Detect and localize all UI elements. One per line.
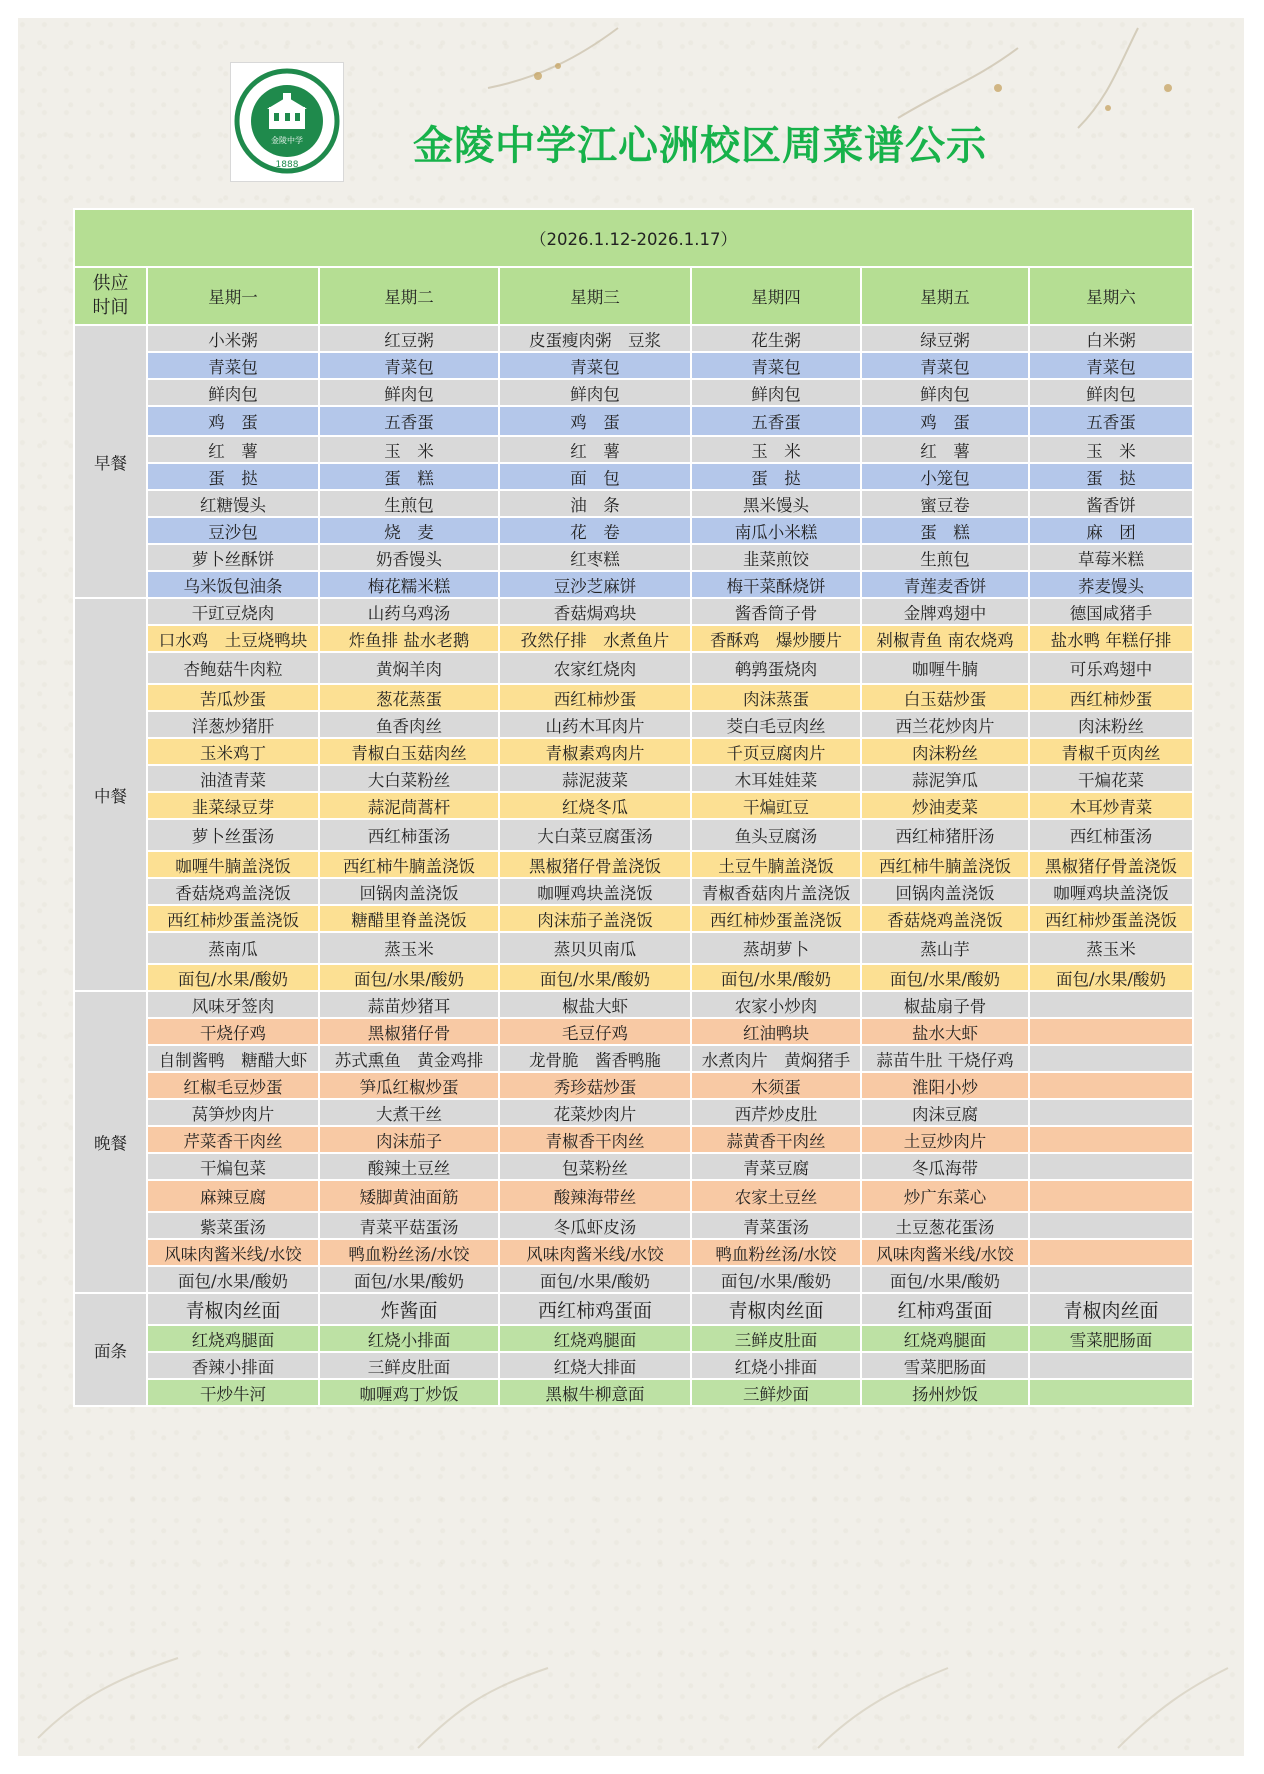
dish-cell: 干煸包菜 <box>147 1153 319 1180</box>
dish-cell: 鸡 蛋 <box>861 406 1029 436</box>
dish-cell: 紫菜蛋汤 <box>147 1212 319 1239</box>
menu-row <box>74 1072 1193 1099</box>
dish-cell: 生煎包 <box>319 490 499 517</box>
dish-cell: 青莲麦香饼 <box>861 571 1029 598</box>
dish-cell: 萝卜丝酥饼 <box>147 544 319 571</box>
dish-cell: 肉沫粉丝 <box>1029 711 1193 738</box>
dish-cell: 烧 麦 <box>319 517 499 544</box>
dish-cell: 三鲜皮肚面 <box>319 1352 499 1379</box>
dish-cell: 萝卜丝蛋汤 <box>147 819 319 851</box>
dish-cell: 炸酱面 <box>319 1293 499 1325</box>
dish-cell: 蒸山芋 <box>861 932 1029 964</box>
dish-cell: 洋葱炒猪肝 <box>147 711 319 738</box>
dish-cell <box>1029 1045 1193 1072</box>
dish-cell: 五香蛋 <box>319 406 499 436</box>
day-header: 星期五 <box>861 267 1029 325</box>
dish-cell: 鸭血粉丝汤/水饺 <box>319 1239 499 1266</box>
menu-row <box>74 1180 1193 1212</box>
dish-cell: 红烧小排面 <box>691 1352 861 1379</box>
dish-cell: 面包/水果/酸奶 <box>319 964 499 991</box>
menu-row <box>74 991 1193 1018</box>
dish-cell: 葱花蒸蛋 <box>319 684 499 711</box>
dish-cell: 酸辣土豆丝 <box>319 1153 499 1180</box>
dish-cell: 西兰花炒肉片 <box>861 711 1029 738</box>
menu-row <box>74 765 1193 792</box>
dish-cell: 西红柿炒蛋盖浇饭 <box>147 905 319 932</box>
dish-cell: 青椒肉丝面 <box>147 1293 319 1325</box>
dish-cell: 青椒香干肉丝 <box>499 1126 691 1153</box>
meal-label: 中餐 <box>74 598 147 991</box>
dish-cell: 炸鱼排 盐水老鹅 <box>319 625 499 652</box>
dish-cell: 土豆葱花蛋汤 <box>861 1212 1029 1239</box>
dish-cell: 矮脚黄油面筋 <box>319 1180 499 1212</box>
dish-cell: 椒盐大虾 <box>499 991 691 1018</box>
dish-cell: 鱼香肉丝 <box>319 711 499 738</box>
dish-cell: 鹌鹑蛋烧肉 <box>691 652 861 684</box>
dish-cell: 西红柿牛腩盖浇饭 <box>319 851 499 878</box>
dish-cell: 西红柿蛋汤 <box>319 819 499 851</box>
dish-cell: 糖醋里脊盖浇饭 <box>319 905 499 932</box>
menu-row <box>74 517 1193 544</box>
dish-cell: 酱香筒子骨 <box>691 598 861 625</box>
dish-cell: 杏鲍菇牛肉粒 <box>147 652 319 684</box>
dish-cell: 冬瓜海带 <box>861 1153 1029 1180</box>
dish-cell: 木耳炒青菜 <box>1029 792 1193 819</box>
date-range: （2026.1.12-2026.1.17） <box>74 209 1193 267</box>
dish-cell: 苦瓜炒蛋 <box>147 684 319 711</box>
menu-row <box>74 819 1193 851</box>
dish-cell <box>1029 1072 1193 1099</box>
dish-cell: 山药木耳肉片 <box>499 711 691 738</box>
dish-cell: 孜然仔排 水煮鱼片 <box>499 625 691 652</box>
menu-row <box>74 1018 1193 1045</box>
dish-cell: 可乐鸡翅中 <box>1029 652 1193 684</box>
dish-cell: 蛋 糕 <box>861 517 1029 544</box>
menu-row <box>74 932 1193 964</box>
dish-cell: 龙骨脆 酱香鸭胣 <box>499 1045 691 1072</box>
dish-cell: 香菇焗鸡块 <box>499 598 691 625</box>
menu-row <box>74 625 1193 652</box>
dish-cell: 青菜包 <box>319 352 499 379</box>
dish-cell: 冬瓜虾皮汤 <box>499 1212 691 1239</box>
dish-cell <box>1029 1126 1193 1153</box>
dish-cell: 蛋 糕 <box>319 463 499 490</box>
dish-cell: 秀珍菇炒蛋 <box>499 1072 691 1099</box>
menu-row <box>74 851 1193 878</box>
dish-cell: 红烧鸡腿面 <box>147 1325 319 1352</box>
menu-row <box>74 1153 1193 1180</box>
meal-label: 早餐 <box>74 325 147 598</box>
dish-cell: 面 包 <box>499 463 691 490</box>
school-logo <box>230 62 344 182</box>
dish-cell: 农家红烧肉 <box>499 652 691 684</box>
dish-cell: 五香蛋 <box>691 406 861 436</box>
dish-cell: 油渣青菜 <box>147 765 319 792</box>
dish-cell: 黑椒牛柳意面 <box>499 1379 691 1406</box>
dish-cell: 扬州炒饭 <box>861 1379 1029 1406</box>
dish-cell: 蒸玉米 <box>1029 932 1193 964</box>
dish-cell: 青菜豆腐 <box>691 1153 861 1180</box>
dish-cell: 芹菜香干肉丝 <box>147 1126 319 1153</box>
dish-cell: 干豇豆烧肉 <box>147 598 319 625</box>
dish-cell: 乌米饭包油条 <box>147 571 319 598</box>
dish-cell: 山药乌鸡汤 <box>319 598 499 625</box>
dish-cell: 蒜泥笋瓜 <box>861 765 1029 792</box>
menu-row <box>74 738 1193 765</box>
dish-cell: 红烧鸡腿面 <box>861 1325 1029 1352</box>
dish-cell: 玉 米 <box>691 436 861 463</box>
menu-row <box>74 1212 1193 1239</box>
dish-cell: 豆沙包 <box>147 517 319 544</box>
dish-cell: 红油鸭块 <box>691 1018 861 1045</box>
dish-cell: 青椒千页肉丝 <box>1029 738 1193 765</box>
menu-row <box>74 1045 1193 1072</box>
menu-row <box>74 711 1193 738</box>
dish-cell: 炒油麦菜 <box>861 792 1029 819</box>
dish-cell: 面包/水果/酸奶 <box>1029 964 1193 991</box>
dish-cell: 麻 团 <box>1029 517 1193 544</box>
dish-cell: 肉沫豆腐 <box>861 1099 1029 1126</box>
dish-cell: 青椒肉丝面 <box>1029 1293 1193 1325</box>
dish-cell: 黄焖羊肉 <box>319 652 499 684</box>
dish-cell: 面包/水果/酸奶 <box>147 1266 319 1293</box>
dish-cell: 五香蛋 <box>1029 406 1193 436</box>
dish-cell: 红烧冬瓜 <box>499 792 691 819</box>
dish-cell: 蛋 挞 <box>147 463 319 490</box>
dish-cell: 大白菜粉丝 <box>319 765 499 792</box>
dish-cell: 黑椒猪仔骨 <box>319 1018 499 1045</box>
dish-cell: 蛋 挞 <box>1029 463 1193 490</box>
dish-cell: 农家土豆丝 <box>691 1180 861 1212</box>
dish-cell: 西红柿炒蛋盖浇饭 <box>691 905 861 932</box>
dish-cell: 鲜肉包 <box>147 379 319 406</box>
dish-cell: 雪菜肥肠面 <box>861 1352 1029 1379</box>
dish-cell <box>1029 1239 1193 1266</box>
dish-cell: 肉沫粉丝 <box>861 738 1029 765</box>
dish-cell: 青菜平菇蛋汤 <box>319 1212 499 1239</box>
menu-row <box>74 379 1193 406</box>
menu-row <box>74 544 1193 571</box>
dish-cell: 莴笋炒肉片 <box>147 1099 319 1126</box>
dish-cell: 花 卷 <box>499 517 691 544</box>
dish-cell: 面包/水果/酸奶 <box>147 964 319 991</box>
dish-cell: 笋瓜红椒炒蛋 <box>319 1072 499 1099</box>
dish-cell: 面包/水果/酸奶 <box>691 1266 861 1293</box>
dish-cell: 蛋 挞 <box>691 463 861 490</box>
menu-row <box>74 1293 1193 1325</box>
meal-label: 面条 <box>74 1293 147 1406</box>
dish-cell: 西红柿蛋汤 <box>1029 819 1193 851</box>
dish-cell: 西红柿猪肝汤 <box>861 819 1029 851</box>
dish-cell: 面包/水果/酸奶 <box>499 1266 691 1293</box>
menu-row <box>74 905 1193 932</box>
dish-cell: 风味牙签肉 <box>147 991 319 1018</box>
dish-cell: 荞麦馒头 <box>1029 571 1193 598</box>
dish-cell: 德国咸猪手 <box>1029 598 1193 625</box>
dish-cell: 炒广东菜心 <box>861 1180 1029 1212</box>
dish-cell: 酸辣海带丝 <box>499 1180 691 1212</box>
dish-cell: 口水鸡 土豆烧鸭块 <box>147 625 319 652</box>
dish-cell: 农家小炒肉 <box>691 991 861 1018</box>
dish-cell: 韭菜煎饺 <box>691 544 861 571</box>
dish-cell: 红烧小排面 <box>319 1325 499 1352</box>
dish-cell: 包菜粉丝 <box>499 1153 691 1180</box>
dish-cell: 蒸南瓜 <box>147 932 319 964</box>
day-header: 星期一 <box>147 267 319 325</box>
meal-label: 晚餐 <box>74 991 147 1293</box>
dish-cell <box>1029 991 1193 1018</box>
weekly-menu-table <box>73 208 1194 1407</box>
dish-cell: 自制酱鸭 糖醋大虾 <box>147 1045 319 1072</box>
dish-cell: 青菜包 <box>147 352 319 379</box>
menu-row <box>74 684 1193 711</box>
dish-cell: 干烧仔鸡 <box>147 1018 319 1045</box>
dish-cell: 鲜肉包 <box>691 379 861 406</box>
dish-cell: 蜜豆卷 <box>861 490 1029 517</box>
dish-cell: 回锅肉盖浇饭 <box>319 878 499 905</box>
dish-cell: 鸡 蛋 <box>499 406 691 436</box>
dish-cell: 皮蛋瘦肉粥 豆浆 <box>499 325 691 352</box>
dish-cell: 红椒毛豆炒蛋 <box>147 1072 319 1099</box>
dish-cell <box>1029 1099 1193 1126</box>
dish-cell: 蒸玉米 <box>319 932 499 964</box>
dish-cell: 白米粥 <box>1029 325 1193 352</box>
dish-cell: 咖喱鸡丁炒饭 <box>319 1379 499 1406</box>
menu-row <box>74 571 1193 598</box>
menu-row <box>74 1266 1193 1293</box>
dish-cell: 白玉菇炒蛋 <box>861 684 1029 711</box>
dish-cell: 青菜包 <box>861 352 1029 379</box>
dish-cell: 玉米鸡丁 <box>147 738 319 765</box>
dish-cell: 木耳娃娃菜 <box>691 765 861 792</box>
dish-cell: 回锅肉盖浇饭 <box>861 878 1029 905</box>
svg-text:1888: 1888 <box>275 160 299 170</box>
dish-cell <box>1029 1180 1193 1212</box>
dish-cell: 西红柿炒蛋 <box>499 684 691 711</box>
dish-cell <box>1029 1018 1193 1045</box>
dish-cell: 草莓米糕 <box>1029 544 1193 571</box>
menu-row <box>74 325 1193 352</box>
dish-cell: 三鲜皮肚面 <box>691 1325 861 1352</box>
dish-cell: 鲜肉包 <box>499 379 691 406</box>
dish-cell: 鸭血粉丝汤/水饺 <box>691 1239 861 1266</box>
dish-cell: 蒜黄香干肉丝 <box>691 1126 861 1153</box>
dish-cell: 香菇烧鸡盖浇饭 <box>861 905 1029 932</box>
dish-cell: 奶香馒头 <box>319 544 499 571</box>
dish-cell: 青菜包 <box>691 352 861 379</box>
dish-cell: 鲜肉包 <box>319 379 499 406</box>
dish-cell: 青椒肉丝面 <box>691 1293 861 1325</box>
dish-cell: 干煸花菜 <box>1029 765 1193 792</box>
dish-cell: 咖喱牛腩 <box>861 652 1029 684</box>
dish-cell: 鱼头豆腐汤 <box>691 819 861 851</box>
dish-cell <box>1029 1153 1193 1180</box>
day-header: 星期四 <box>691 267 861 325</box>
dish-cell: 肉沫茄子盖浇饭 <box>499 905 691 932</box>
menu-row <box>74 1239 1193 1266</box>
dish-cell: 土豆炒肉片 <box>861 1126 1029 1153</box>
menu-row <box>74 598 1193 625</box>
day-header: 星期三 <box>499 267 691 325</box>
dish-cell: 西红柿炒蛋 <box>1029 684 1193 711</box>
dish-cell: 青菜蛋汤 <box>691 1212 861 1239</box>
dish-cell: 大煮干丝 <box>319 1099 499 1126</box>
dish-cell: 红糖馒头 <box>147 490 319 517</box>
dish-cell: 金牌鸡翅中 <box>861 598 1029 625</box>
dish-cell: 蒜泥菠菜 <box>499 765 691 792</box>
dish-cell: 红 薯 <box>147 436 319 463</box>
menu-row <box>74 352 1193 379</box>
menu-row <box>74 490 1193 517</box>
dish-cell: 生煎包 <box>861 544 1029 571</box>
dish-cell: 水煮肉片 黄焖猪手 <box>691 1045 861 1072</box>
day-header: 星期二 <box>319 267 499 325</box>
dish-cell: 红 薯 <box>861 436 1029 463</box>
dish-cell: 木须蛋 <box>691 1072 861 1099</box>
dish-cell: 西红柿炒蛋盖浇饭 <box>1029 905 1193 932</box>
dish-cell <box>1029 1352 1193 1379</box>
dish-cell: 面包/水果/酸奶 <box>861 1266 1029 1293</box>
dish-cell: 西红柿牛腩盖浇饭 <box>861 851 1029 878</box>
dish-cell: 蒸胡萝卜 <box>691 932 861 964</box>
dish-cell: 盐水鸭 年糕仔排 <box>1029 625 1193 652</box>
dish-cell: 青椒素鸡肉片 <box>499 738 691 765</box>
dish-cell: 绿豆粥 <box>861 325 1029 352</box>
dish-cell: 风味肉酱米线/水饺 <box>861 1239 1029 1266</box>
dish-cell: 红 薯 <box>499 436 691 463</box>
dish-cell: 大白菜豆腐蛋汤 <box>499 819 691 851</box>
dish-cell: 蒜苗牛肚 干烧仔鸡 <box>861 1045 1029 1072</box>
dish-cell <box>1029 1212 1193 1239</box>
dish-cell: 青椒白玉菇肉丝 <box>319 738 499 765</box>
dish-cell: 小米粥 <box>147 325 319 352</box>
dish-cell: 玉 米 <box>319 436 499 463</box>
dish-cell: 千页豆腐肉片 <box>691 738 861 765</box>
dish-cell: 面包/水果/酸奶 <box>861 964 1029 991</box>
dish-cell: 红柿鸡蛋面 <box>861 1293 1029 1325</box>
menu-row <box>74 1099 1193 1126</box>
dish-cell: 鸡 蛋 <box>147 406 319 436</box>
dish-cell: 干煸豇豆 <box>691 792 861 819</box>
dish-cell: 青菜包 <box>1029 352 1193 379</box>
day-header: 星期六 <box>1029 267 1193 325</box>
dish-cell: 韭菜绿豆芽 <box>147 792 319 819</box>
dish-cell: 咖喱牛腩盖浇饭 <box>147 851 319 878</box>
dish-cell: 苏式熏鱼 黄金鸡排 <box>319 1045 499 1072</box>
dish-cell: 南瓜小米糕 <box>691 517 861 544</box>
dish-cell: 肉沫茄子 <box>319 1126 499 1153</box>
dish-cell: 面包/水果/酸奶 <box>691 964 861 991</box>
page-title: 金陵中学江心洲校区周菜谱公示 <box>413 122 987 169</box>
dish-cell: 青菜包 <box>499 352 691 379</box>
dish-cell: 剁椒青鱼 南农烧鸡 <box>861 625 1029 652</box>
dish-cell: 香菇烧鸡盖浇饭 <box>147 878 319 905</box>
menu-row <box>74 964 1193 991</box>
dish-cell: 西红柿鸡蛋面 <box>499 1293 691 1325</box>
dish-cell: 红枣糕 <box>499 544 691 571</box>
dish-cell <box>1029 1266 1193 1293</box>
dish-cell: 咖喱鸡块盖浇饭 <box>1029 878 1193 905</box>
dish-cell: 肉沫蒸蛋 <box>691 684 861 711</box>
dish-cell <box>1029 1379 1193 1406</box>
menu-row <box>74 792 1193 819</box>
dish-cell: 红烧大排面 <box>499 1352 691 1379</box>
dish-cell: 咖喱鸡块盖浇饭 <box>499 878 691 905</box>
dish-cell: 面包/水果/酸奶 <box>319 1266 499 1293</box>
menu-row <box>74 878 1193 905</box>
dish-cell: 黑椒猪仔骨盖浇饭 <box>1029 851 1193 878</box>
dish-cell: 酱香饼 <box>1029 490 1193 517</box>
supply-time-header: 供应 时间 <box>74 267 147 325</box>
dish-cell: 红烧鸡腿面 <box>499 1325 691 1352</box>
dish-cell: 蒸贝贝南瓜 <box>499 932 691 964</box>
dish-cell: 麻辣豆腐 <box>147 1180 319 1212</box>
dish-cell: 豆沙芝麻饼 <box>499 571 691 598</box>
dish-cell: 西芹炒皮肚 <box>691 1099 861 1126</box>
svg-text:金陵中学: 金陵中学 <box>271 136 303 145</box>
dish-cell: 花菜炒肉片 <box>499 1099 691 1126</box>
dish-cell: 梅干菜酥烧饼 <box>691 571 861 598</box>
dish-cell: 三鲜炒面 <box>691 1379 861 1406</box>
menu-row <box>74 1379 1193 1406</box>
dish-cell: 黑米馒头 <box>691 490 861 517</box>
dish-cell: 梅花糯米糕 <box>319 571 499 598</box>
menu-row <box>74 406 1193 436</box>
dish-cell: 风味肉酱米线/水饺 <box>499 1239 691 1266</box>
branch-decoration-bottom <box>18 1638 1244 1756</box>
dish-cell: 黑椒猪仔骨盖浇饭 <box>499 851 691 878</box>
dish-cell: 蒜苗炒猪耳 <box>319 991 499 1018</box>
dish-cell: 雪菜肥肠面 <box>1029 1325 1193 1352</box>
menu-row <box>74 1352 1193 1379</box>
menu-row <box>74 436 1193 463</box>
dish-cell: 香酥鸡 爆炒腰片 <box>691 625 861 652</box>
menu-row <box>74 463 1193 490</box>
dish-cell: 土豆牛腩盖浇饭 <box>691 851 861 878</box>
dish-cell: 青椒香菇肉片盖浇饭 <box>691 878 861 905</box>
dish-cell: 茭白毛豆肉丝 <box>691 711 861 738</box>
dish-cell: 蒜泥茼蒿杆 <box>319 792 499 819</box>
dish-cell: 油 条 <box>499 490 691 517</box>
dish-cell: 玉 米 <box>1029 436 1193 463</box>
dish-cell: 鲜肉包 <box>1029 379 1193 406</box>
dish-cell: 毛豆仔鸡 <box>499 1018 691 1045</box>
dish-cell: 花生粥 <box>691 325 861 352</box>
dish-cell: 面包/水果/酸奶 <box>499 964 691 991</box>
dish-cell: 红豆粥 <box>319 325 499 352</box>
menu-row <box>74 1126 1193 1153</box>
dish-cell: 盐水大虾 <box>861 1018 1029 1045</box>
dish-cell: 鲜肉包 <box>861 379 1029 406</box>
menu-row <box>74 1325 1193 1352</box>
menu-row <box>74 652 1193 684</box>
dish-cell: 小笼包 <box>861 463 1029 490</box>
dish-cell: 干炒牛河 <box>147 1379 319 1406</box>
dish-cell: 淮阳小炒 <box>861 1072 1029 1099</box>
dish-cell: 香辣小排面 <box>147 1352 319 1379</box>
dish-cell: 椒盐扇子骨 <box>861 991 1029 1018</box>
dish-cell: 风味肉酱米线/水饺 <box>147 1239 319 1266</box>
